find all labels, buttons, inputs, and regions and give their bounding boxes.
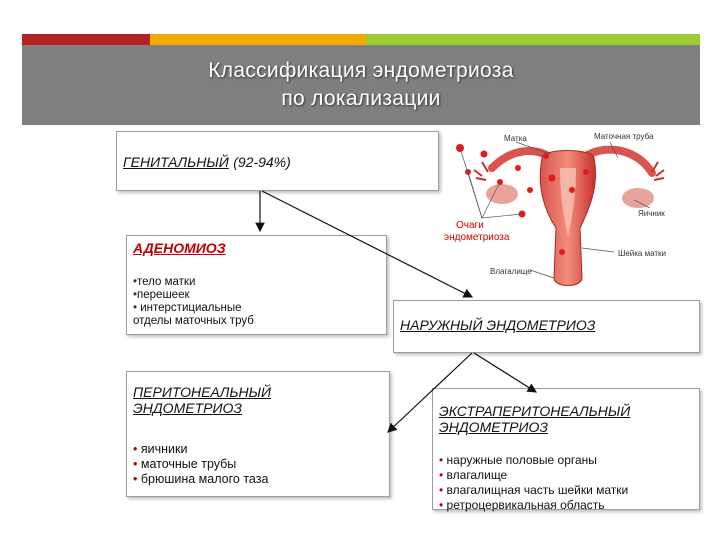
list-item: • яичники (133, 442, 188, 456)
peritoneal-box (126, 371, 390, 497)
label-cervix: Шейка матки (618, 249, 667, 258)
list-item: • интерстициальные (133, 302, 242, 314)
slide-title-line1: Классификация эндометриоза (208, 59, 514, 82)
title-bar (22, 45, 700, 125)
genital-box (116, 131, 439, 191)
extraperitoneal-heading-line2: ЭНДОМЕТРИОЗ (439, 419, 548, 435)
peritoneal-list (133, 442, 389, 487)
label-foci-line1: Очаги (456, 220, 484, 231)
external-endometriosis-box (393, 300, 700, 353)
list-item: отделы маточных труб (133, 315, 254, 327)
accent-stripe-red (22, 34, 150, 45)
list-item: • влагалище (439, 468, 508, 482)
accent-stripe-orange (150, 34, 366, 45)
list-item: •тело матки (133, 276, 196, 288)
list-item: • влагалищная часть шейки матки (439, 483, 629, 497)
label-uterus: Матка (504, 134, 527, 143)
external-heading: НАРУЖНЫЙ ЭНДОМЕТРИОЗ (400, 317, 596, 333)
list-item: •перешеек (133, 289, 190, 301)
accent-stripe-green (366, 34, 700, 45)
peritoneal-heading-line2: ЭНДОМЕТРИОЗ (133, 400, 242, 416)
list-item: • брюшина малого таза (133, 472, 269, 486)
extraperitoneal-heading-line1: ЭКСТРАПЕРИТОНЕАЛЬНЫЙ (439, 403, 631, 419)
list-item: • маточные трубы (133, 457, 237, 471)
uterus-illustration (442, 128, 700, 298)
list-item: • ретроцервикальная область (439, 498, 605, 512)
genital-heading: ГЕНИТАЛЬНЫЙ (123, 154, 229, 170)
list-item: • наружные половые органы (439, 453, 597, 467)
adenomyosis-box (126, 235, 387, 335)
arrow-external-to-extraperitoneal (474, 353, 536, 392)
label-vagina: Влагалище (490, 267, 532, 276)
genital-percent: (92-94%) (233, 154, 291, 170)
slide-title-line2: по локализации (281, 87, 441, 110)
label-tube: Маточная труба (594, 132, 654, 141)
extraperitoneal-box (432, 388, 700, 510)
label-foci-line2: эндометриоза (444, 232, 510, 243)
adenomyosis-list (133, 276, 386, 328)
right-ovary (622, 188, 654, 208)
adenomyosis-heading: АДЕНОМИОЗ (133, 240, 226, 256)
peritoneal-heading-line1: ПЕРИТОНЕАЛЬНЫЙ (133, 384, 271, 400)
extraperitoneal-list (439, 453, 699, 513)
label-ovary: Яичник (638, 209, 665, 218)
